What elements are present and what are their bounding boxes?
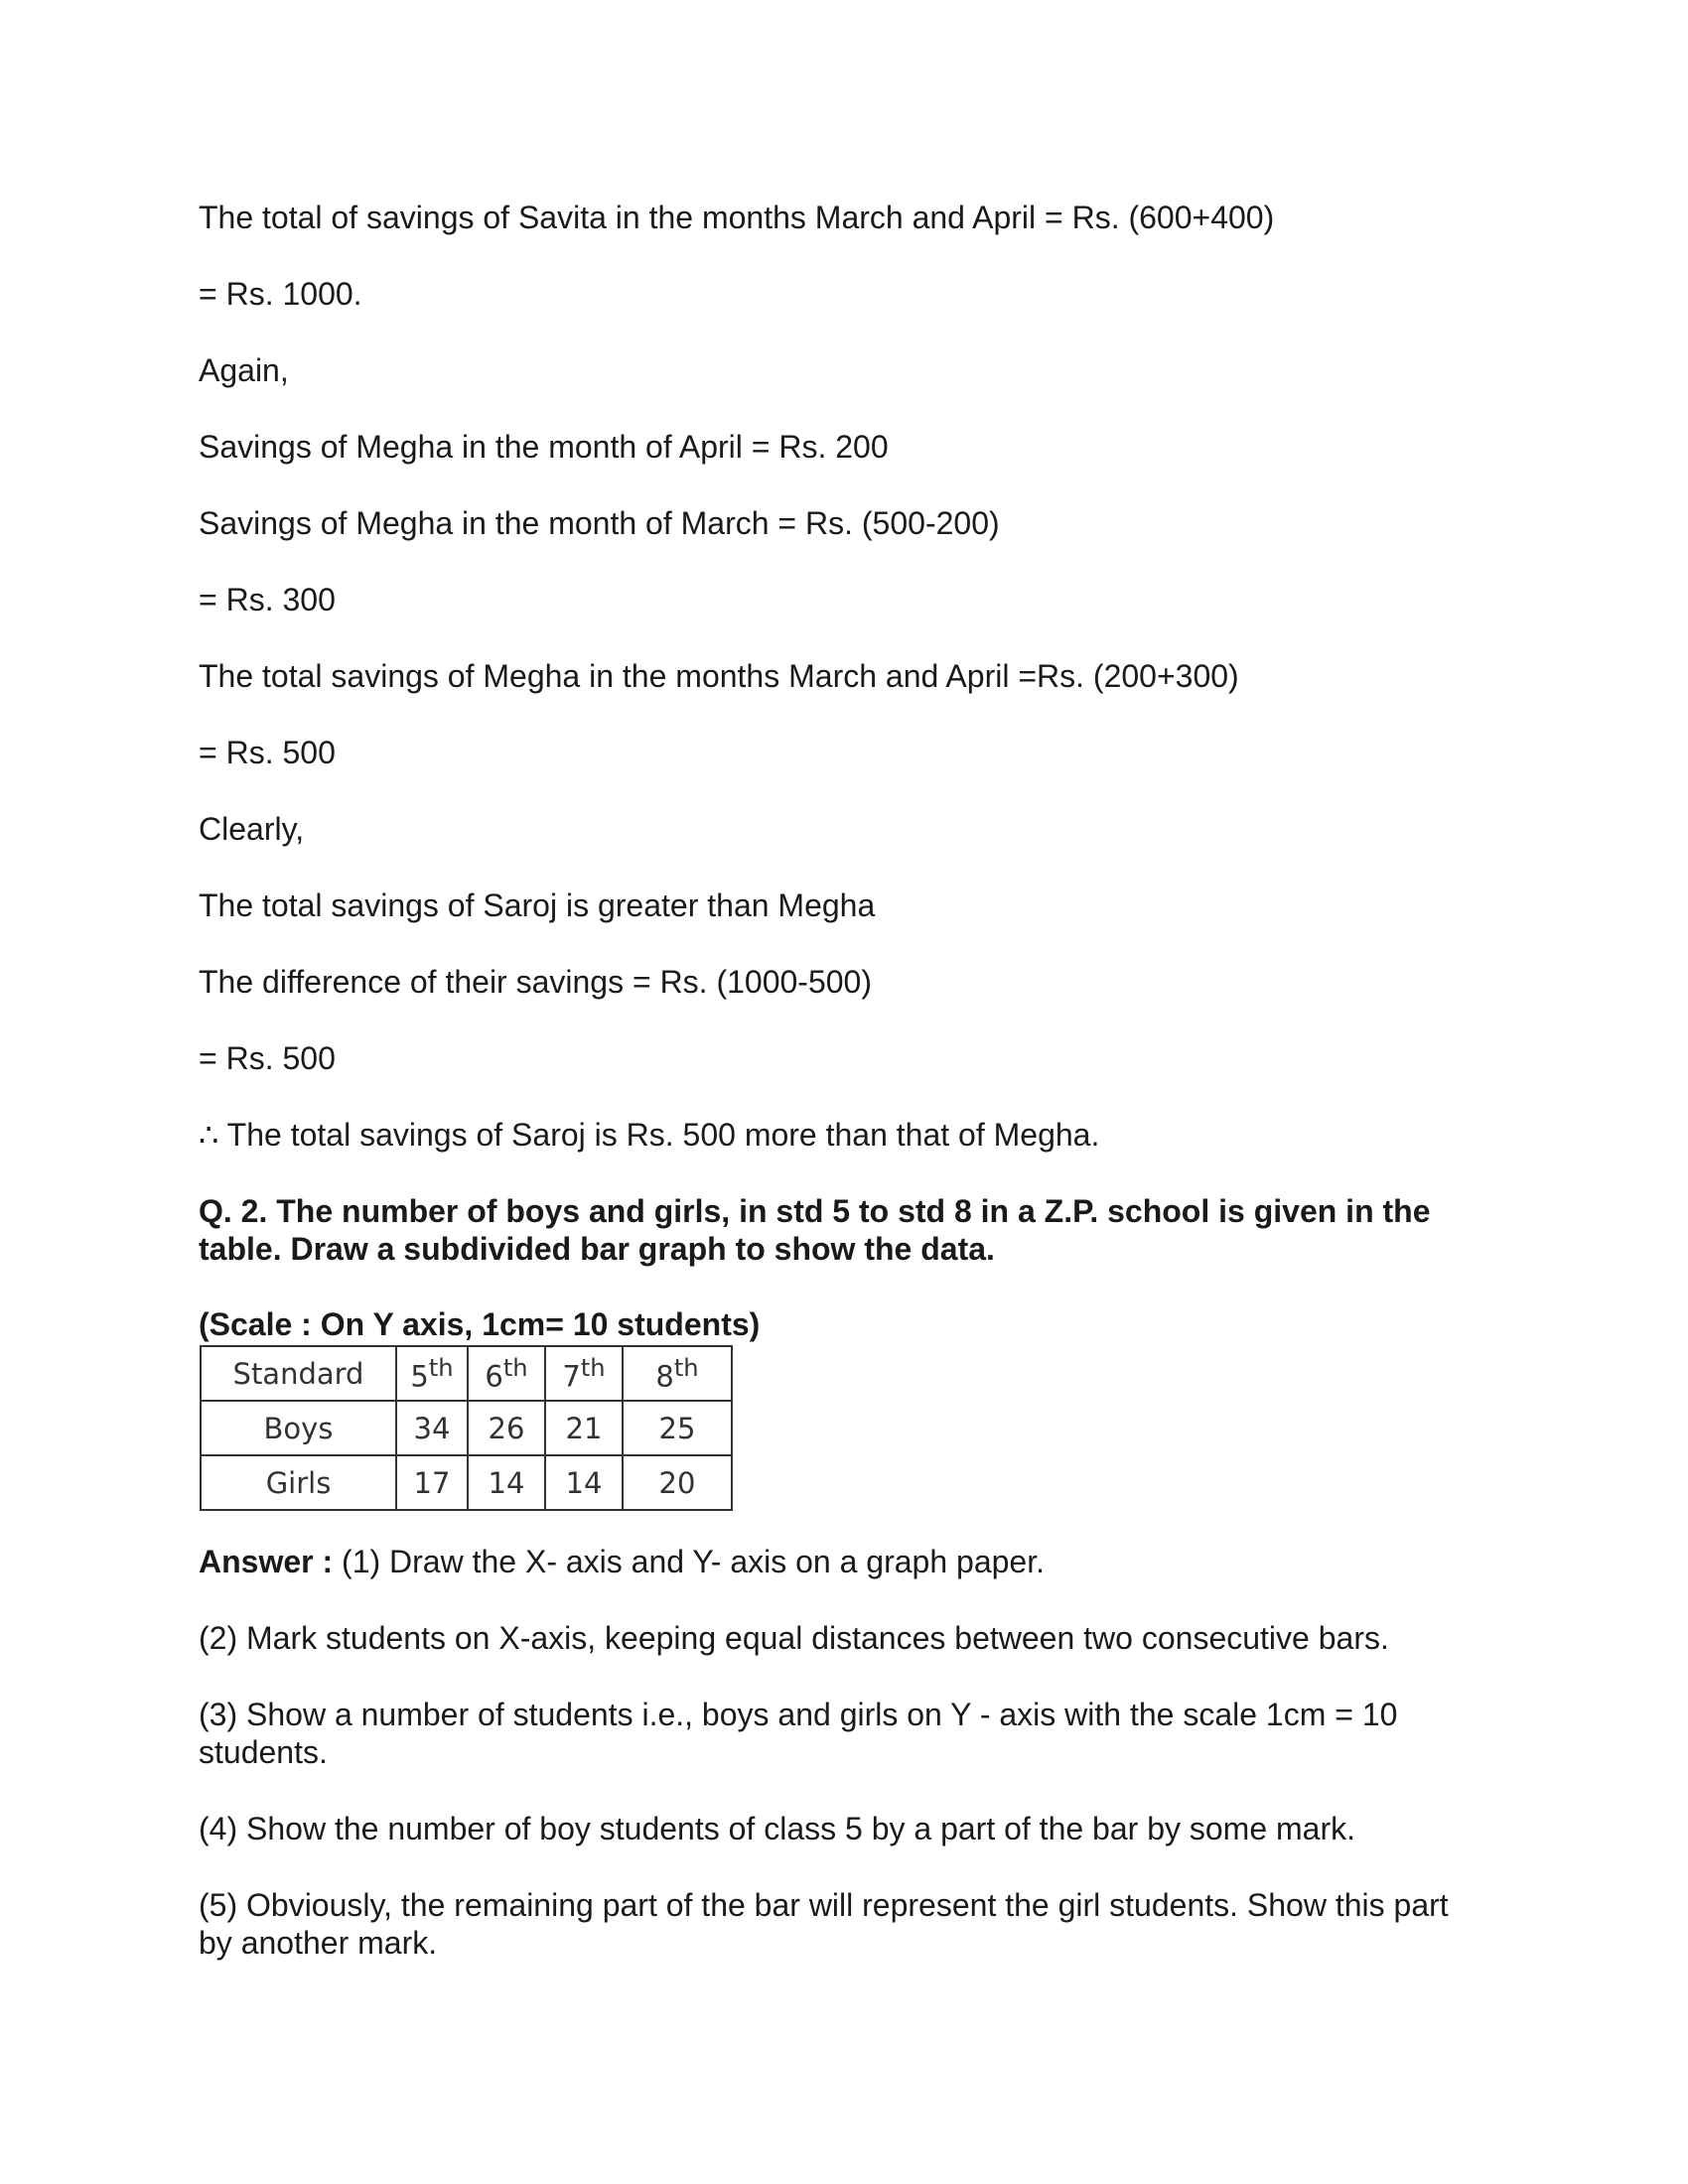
clearly-line: Clearly, <box>199 811 305 847</box>
table-header-cell: 7th <box>545 1346 623 1401</box>
scale-note: (Scale : On Y axis, 1cm= 10 students) <box>199 1306 761 1342</box>
answer-step-2: (2) Mark students on X-axis, keeping equal distances between two consecutive bars. <box>199 1620 1389 1656</box>
table-header-cell: 8th <box>623 1346 732 1401</box>
table-row <box>201 1455 732 1510</box>
answer-step-3: (3) Show a number of students i.e., boys and girls on Y - axis with the scale 1cm = 10 students. <box>199 1697 1398 1770</box>
comparison-line: The total savings of Saroj is greater than Megha <box>199 887 876 923</box>
table-cell: 34 <box>396 1401 468 1455</box>
difference-line: The difference of their savings = Rs. (1000-500) <box>199 964 872 1000</box>
again-line: Again, <box>199 352 289 388</box>
table-row <box>201 1401 732 1455</box>
megha-total-line: The total savings of Megha in the months March and April =Rs. (200+300) <box>199 658 1239 694</box>
question-heading: Q. 2. The number of boys and girls, in std 5 to std 8 in a Z.P. school is given in the table. Draw a subdivided bar graph to show the data. <box>199 1193 1431 1267</box>
savita-total-result: = Rs. 1000. <box>199 276 362 312</box>
answer-step-5: (5) Obviously, the remaining part of the bar will represent the girl students. Show this part by another mark. <box>199 1887 1449 1961</box>
answer-label: Answer : <box>199 1544 334 1579</box>
table-cell: 14 <box>545 1455 623 1510</box>
table-cell: 20 <box>623 1455 732 1510</box>
table-header-row <box>201 1346 732 1401</box>
table-header-cell: Standard <box>201 1346 396 1401</box>
table-header-cell: 6th <box>468 1346 545 1401</box>
table-row-label: Boys <box>201 1401 396 1455</box>
conclusion-line: ∴ The total savings of Saroj is Rs. 500 more than that of Megha. <box>199 1117 1100 1153</box>
table-cell: 17 <box>396 1455 468 1510</box>
table-cell: 21 <box>545 1401 623 1455</box>
table-header-cell: 5th <box>396 1346 468 1401</box>
savita-total-line: The total of savings of Savita in the months March and April = Rs. (600+400) <box>199 200 1275 235</box>
answer-step-4: (4) Show the number of boy students of class 5 by a part of the bar by some mark. <box>199 1811 1356 1846</box>
table-cell: 14 <box>468 1455 545 1510</box>
megha-april-line: Savings of Megha in the month of April = Rs. 200 <box>199 429 889 465</box>
megha-march-result: = Rs. 300 <box>199 582 336 617</box>
table-cell: 26 <box>468 1401 545 1455</box>
answer-step-1: Answer : (1) Draw the X- axis and Y- axis on a graph paper. <box>199 1544 1045 1579</box>
megha-march-line: Savings of Megha in the month of March = Rs. (500-200) <box>199 505 1000 541</box>
students-table <box>200 1345 733 1511</box>
megha-total-result: = Rs. 500 <box>199 735 336 770</box>
difference-result: = Rs. 500 <box>199 1040 336 1076</box>
table-row-label: Girls <box>201 1455 396 1510</box>
table-cell: 25 <box>623 1401 732 1455</box>
